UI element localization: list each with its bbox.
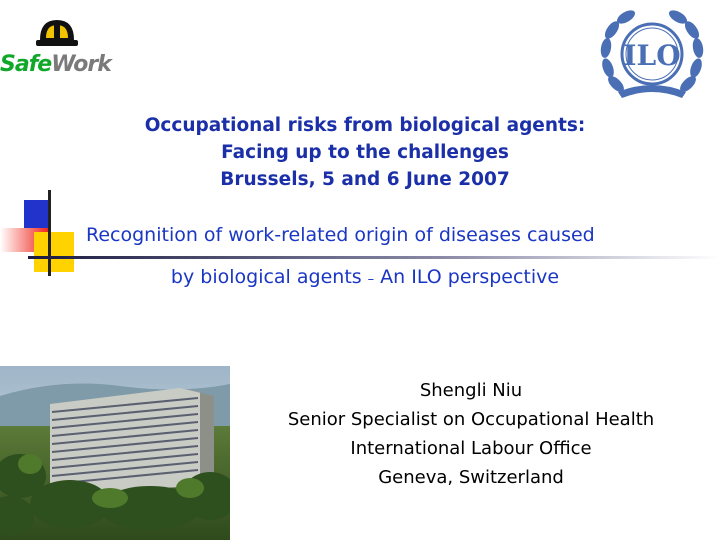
- subtitle-part-1: by biological agents: [170, 266, 362, 288]
- author-block: [236, 376, 706, 492]
- title-block: [40, 112, 690, 193]
- ilo-building-photo: [0, 366, 230, 540]
- title-line-2: Facing up to the challenges: [221, 142, 509, 163]
- hard-hat-icon: [34, 16, 80, 50]
- safework-safe: Safe: [0, 52, 52, 77]
- ilo-seal-logo: [598, 8, 706, 102]
- safework-work: Work: [51, 52, 111, 77]
- author-organization: International Labour Office: [350, 438, 592, 459]
- title-line-3: Brussels, 5 and 6 June 2007: [220, 169, 510, 190]
- safework-logo: [0, 8, 120, 78]
- subtitle-line-2: [40, 266, 690, 288]
- author-location: Geneva, Switzerland: [378, 467, 564, 488]
- subtitle-part-2: An ILO perspective: [380, 266, 560, 288]
- ilo-seal-text: ILO: [623, 39, 681, 72]
- subtitle-dash: –: [367, 272, 375, 287]
- safework-wordmark: [0, 52, 111, 78]
- author-role: Senior Specialist on Occupational Health: [287, 409, 655, 430]
- subtitle-line-1: Recognition of work-related origin of diseases caused: [86, 224, 595, 246]
- title-line-1: Occupational risks from biological agents:: [144, 115, 586, 136]
- author-name: Shengli Niu: [419, 380, 523, 401]
